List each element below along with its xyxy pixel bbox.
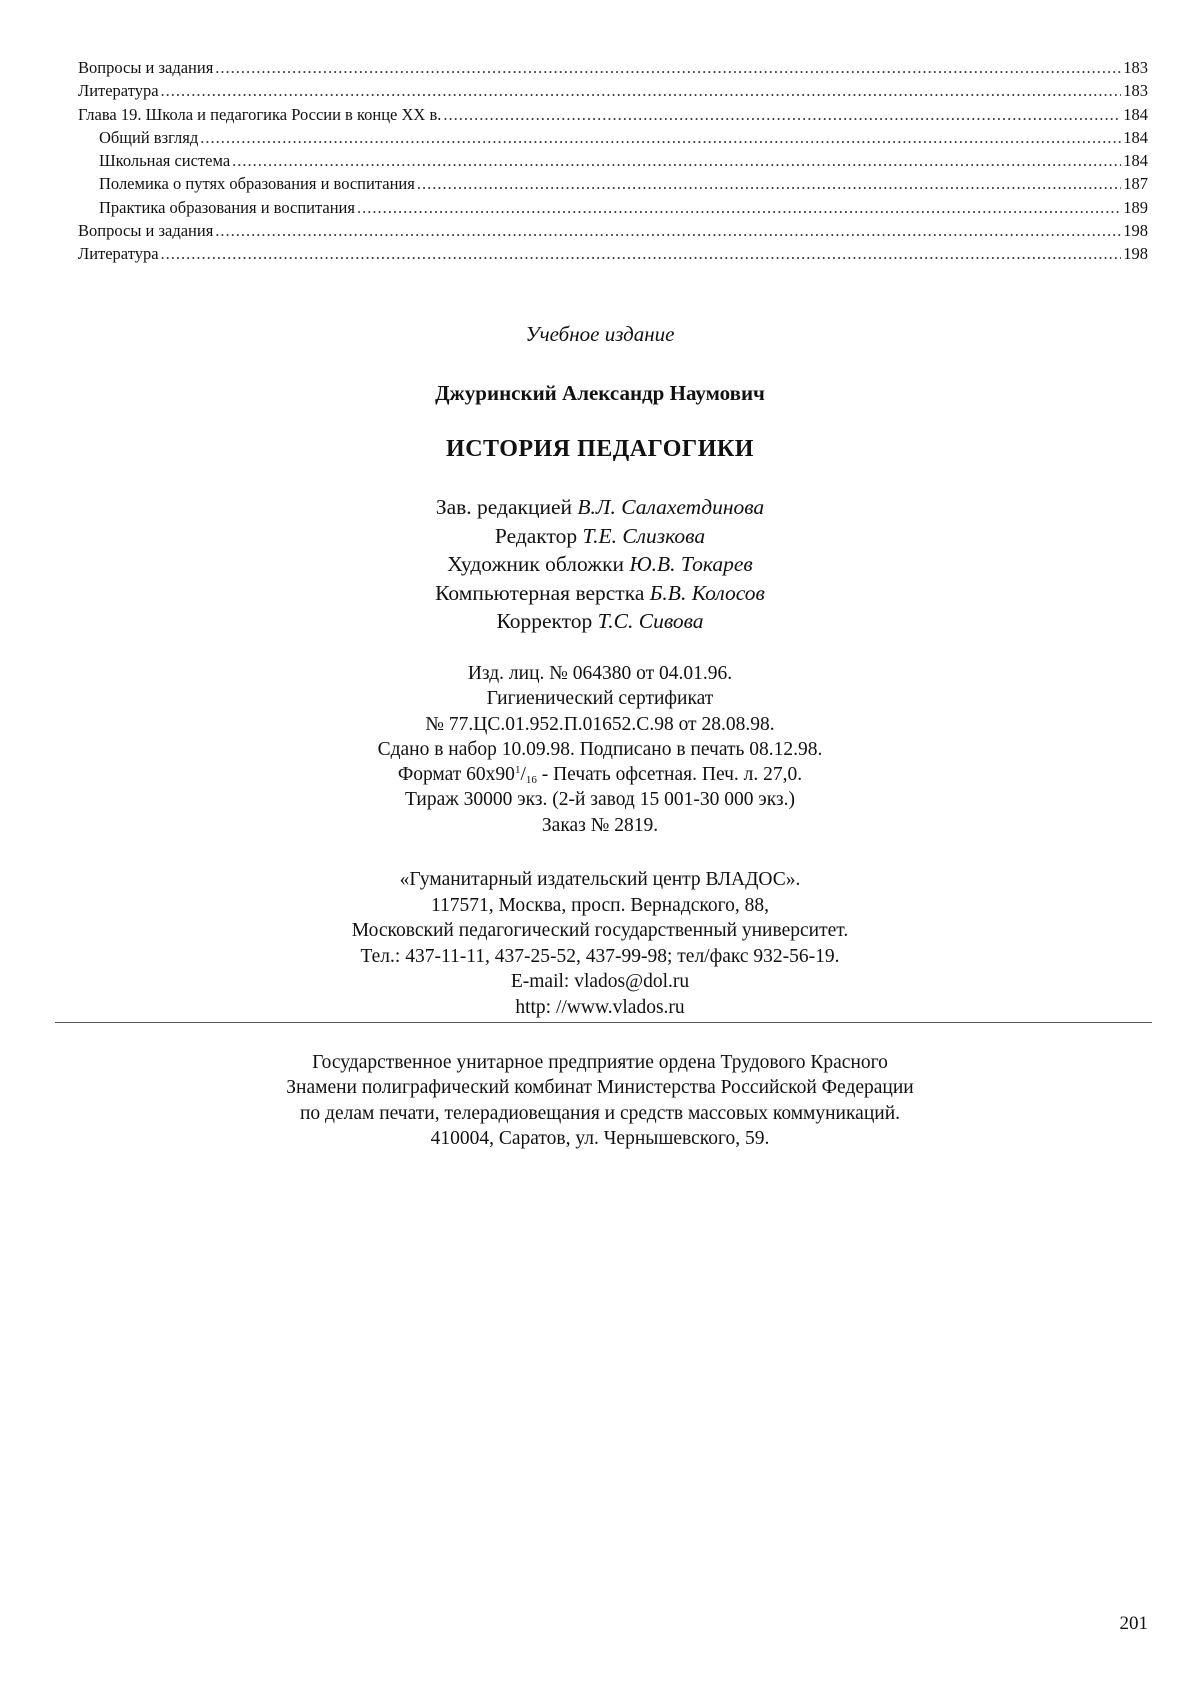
toc-dot-leader	[215, 219, 1121, 242]
staff-line	[0, 579, 1200, 608]
staff-name: В.Л. Салахетдинова	[577, 495, 765, 519]
staff-line	[0, 522, 1200, 551]
staff-name: Ю.В. Токарев	[629, 552, 753, 576]
toc-entry-page: 183	[1123, 81, 1148, 101]
toc-dot-leader	[161, 242, 1122, 265]
staff-role: Компьютерная верстка	[435, 580, 645, 605]
toc-entry-title: Вопросы и задания	[78, 221, 214, 241]
hygiene-certificate: Гигиенический сертификат	[486, 688, 714, 710]
staff-name: Т.Е. Слизкова	[582, 523, 706, 548]
format-prefix: Формат 60х90	[397, 764, 515, 786]
toc-entry[interactable]	[78, 242, 1148, 265]
toc-entry-page: 184	[1123, 127, 1148, 147]
toc-entry-page: 198	[1123, 221, 1148, 241]
toc-entry-title: Вопросы и задания	[78, 58, 214, 77]
publisher-name: «Гуманитарный издательский центр ВЛАДОС».	[399, 869, 801, 890]
staff-role: Редактор	[494, 523, 578, 548]
printer-info	[0, 1050, 1200, 1151]
staff-line	[0, 493, 1200, 522]
toc-entry[interactable]	[78, 79, 1148, 102]
print-format	[0, 762, 1200, 787]
staff-name: Б.В. Колосов	[649, 580, 765, 605]
publisher-website: http: //www.vlados.ru	[515, 996, 685, 1018]
author-name: Джуринский Александр Наумович	[435, 381, 765, 405]
toc-entry-page: 189	[1123, 197, 1148, 217]
printer-line: Знамени полиграфический комбинат Министерства Российской Федерации	[286, 1077, 914, 1099]
printer-line: по делам печати, телерадиовещания и средств массовых коммуникаций.	[299, 1102, 901, 1124]
publisher-address: 117571, Москва, просп. Вернадского, 88,	[430, 894, 770, 916]
page-number: 201	[1119, 1613, 1148, 1634]
toc-entry[interactable]	[78, 56, 1148, 79]
toc-entry-page: 187	[1123, 174, 1148, 194]
staff-role: Художник обложки	[447, 552, 625, 576]
staff-line	[0, 607, 1200, 636]
certificate-number: № 77.ЦС.01.952.П.01652.С.98 от 28.08.98.	[425, 713, 775, 735]
print-run: Тираж 30000 экз. (2-й завод 15 001-30 000 экз.)	[404, 789, 796, 811]
toc-entry[interactable]	[78, 219, 1148, 242]
toc-entry-title: Школьная система	[99, 151, 231, 171]
toc-entry-page: 183	[1123, 58, 1148, 77]
toc-dot-leader	[232, 149, 1121, 172]
toc-entry[interactable]	[78, 172, 1148, 195]
toc-entry-page: 184	[1123, 151, 1148, 171]
toc-dot-leader	[357, 196, 1121, 219]
imprint-block	[0, 661, 1200, 838]
staff-role: Корректор	[496, 609, 593, 633]
toc-entry-title: Глава 19. Школа и педагогика России в конце XX в.	[78, 104, 442, 124]
toc-entry[interactable]	[78, 103, 1148, 126]
publisher-email: E-mail: vlados@dol.ru	[510, 971, 690, 993]
publisher-license: Изд. лиц. № 064380 от 04.01.96.	[467, 663, 733, 684]
toc-entry-title: Литература	[78, 244, 159, 264]
toc-dot-leader	[443, 103, 1121, 126]
horizontal-divider	[55, 1022, 1152, 1023]
staff-role: Зав. редакцией	[435, 495, 573, 519]
toc-entry-page: 198	[1123, 244, 1148, 264]
printer-line: Государственное унитарное предприятие ордена Трудового Красного	[312, 1052, 888, 1073]
printer-address: 410004, Саратов, ул. Чернышевского, 59.	[430, 1127, 770, 1149]
editorial-staff	[0, 493, 1200, 636]
edition-type: Учебное издание	[525, 322, 675, 346]
book-title: ИСТОРИЯ ПЕДАГОГИКИ	[446, 436, 754, 462]
toc-entry-title: Практика образования и воспитания	[99, 197, 355, 217]
staff-name: Т.С. Сивова	[597, 609, 704, 633]
toc-entry-title: Литература	[78, 81, 159, 101]
toc-entry-title: Общий взгляд	[99, 127, 199, 147]
publisher-phones: Тел.: 437-11-11, 437-25-52, 437-99-98; тел/факс 932-56-19.	[360, 945, 840, 967]
table-of-contents	[78, 56, 1148, 266]
publisher-university: Московский педагогический государственный университет.	[351, 920, 849, 942]
toc-dot-leader	[417, 172, 1121, 195]
toc-entry-title: Полемика о путях образования и воспитания	[99, 174, 415, 194]
toc-dot-leader	[200, 126, 1121, 149]
toc-entry[interactable]	[78, 126, 1148, 149]
toc-entry[interactable]	[78, 149, 1148, 172]
staff-line	[0, 550, 1200, 579]
format-denominator: 16	[525, 774, 537, 787]
format-suffix: - Печать офсетная. Печ. л. 27,0.	[536, 764, 803, 786]
toc-entry-page: 184	[1123, 104, 1148, 124]
format-slash: /	[520, 764, 526, 786]
toc-dot-leader	[161, 79, 1122, 102]
toc-dot-leader	[215, 56, 1121, 79]
order-number: Заказ № 2819.	[541, 814, 659, 836]
print-dates: Сдано в набор 10.09.98. Подписано в печать 08.12.98.	[377, 738, 823, 760]
publisher-info	[0, 867, 1200, 1021]
format-numerator: 1	[514, 764, 521, 777]
toc-entry[interactable]	[78, 196, 1148, 219]
